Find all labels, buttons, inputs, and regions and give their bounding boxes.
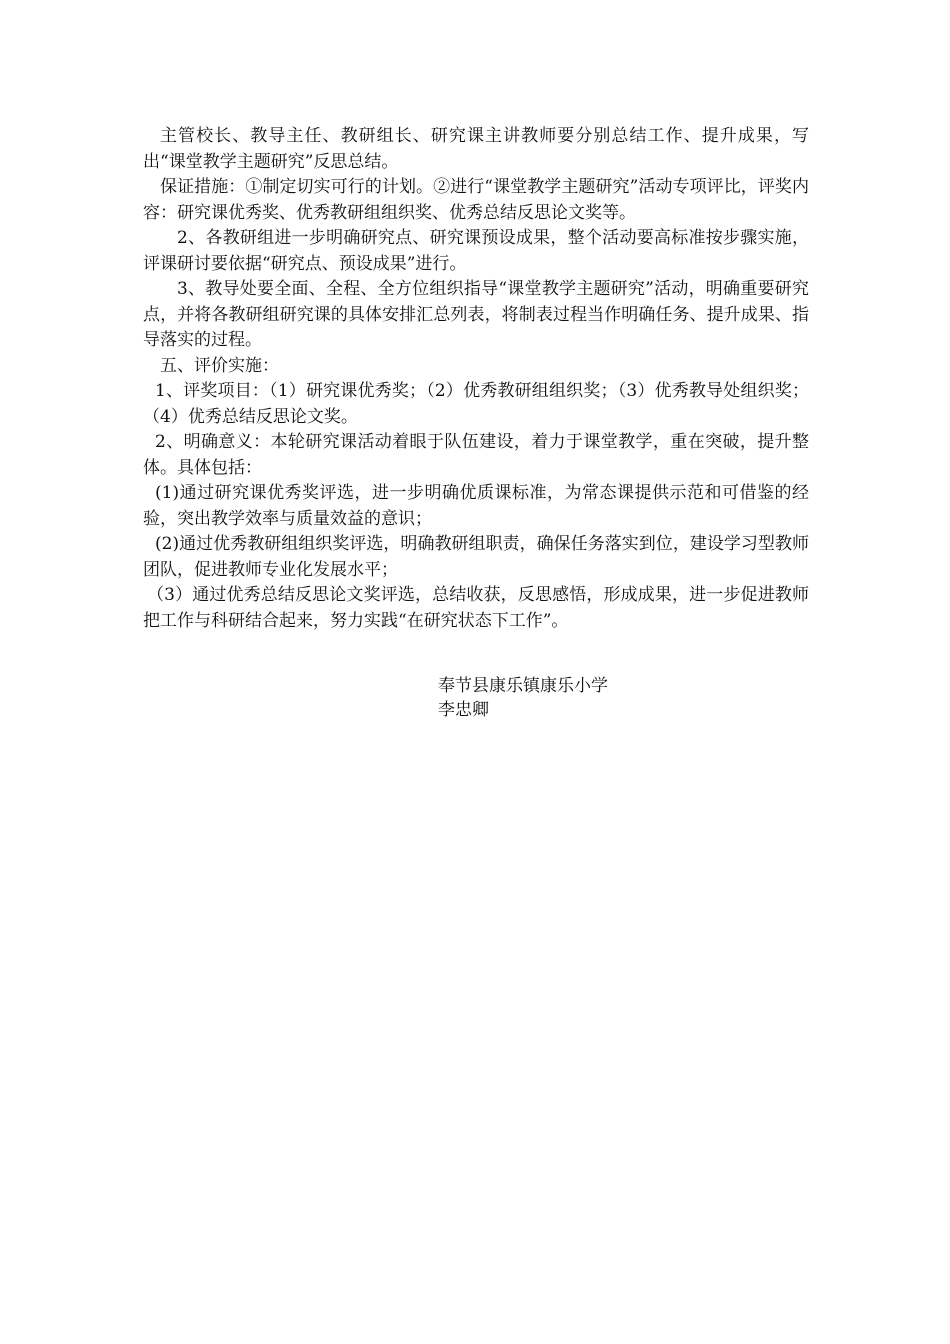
signature-school: 奉节县康乐镇康乐小学 bbox=[438, 676, 608, 696]
paragraph-measure-2: 2、各教研组进一步明确研究点、研究课预设成果，整个活动要高标准按步骤实施，评课研讨要依据“研究点、预设成果”进行。 bbox=[143, 228, 809, 274]
document-body bbox=[143, 124, 809, 634]
paragraph-measure-3: 3、教导处要全面、全程、全方位组织指导“课堂教学主题研究”活动，明确重要研究点，并将各教研组研究课的具体安排汇总列表，将制表过程当作明确任务、提升成果、指导落实的过程。 bbox=[143, 279, 809, 350]
paragraph-item-1: (1)通过研究课优秀奖评选，进一步明确优质课标准，为常态课提供示范和可借鉴的经验，突出教学效率与质量效益的意识； bbox=[143, 483, 809, 529]
section-heading-evaluation: 五、评价实施： bbox=[160, 355, 279, 376]
paragraph-summary: 主管校长、教导主任、教研组长、研究课主讲教师要分别总结工作、提升成果，写出“课堂教学主题研究”反思总结。 bbox=[143, 126, 809, 172]
signature-block bbox=[438, 674, 608, 722]
paragraph-significance: 2、明确意义：本轮研究课活动着眼于队伍建设，着力于课堂教学，重在突破，提升整体。具体包括： bbox=[143, 432, 809, 478]
signature-author: 李忠卿 bbox=[438, 700, 489, 720]
paragraph-award-items: 1、评奖项目：（1）研究课优秀奖；（2）优秀教研组组织奖；（3）优秀教导处组织奖；（4）优秀总结反思论文奖。 bbox=[143, 381, 809, 427]
paragraph-item-2: (2)通过优秀教研组组织奖评选，明确教研组职责，确保任务落实到位，建设学习型教师团队，促进教师专业化发展水平； bbox=[143, 534, 809, 580]
paragraph-item-3: （3）通过优秀总结反思论文奖评选，总结收获，反思感悟，形成成果，进一步促进教师把工作与科研结合起来，努力实践“在研究状态下工作”。 bbox=[143, 585, 809, 631]
paragraph-guarantee-measures: 保证措施：①制定切实可行的计划。②进行“课堂教学主题研究”活动专项评比，评奖内容：研究课优秀奖、优秀教研组组织奖、优秀总结反思论文奖等。 bbox=[143, 177, 809, 223]
